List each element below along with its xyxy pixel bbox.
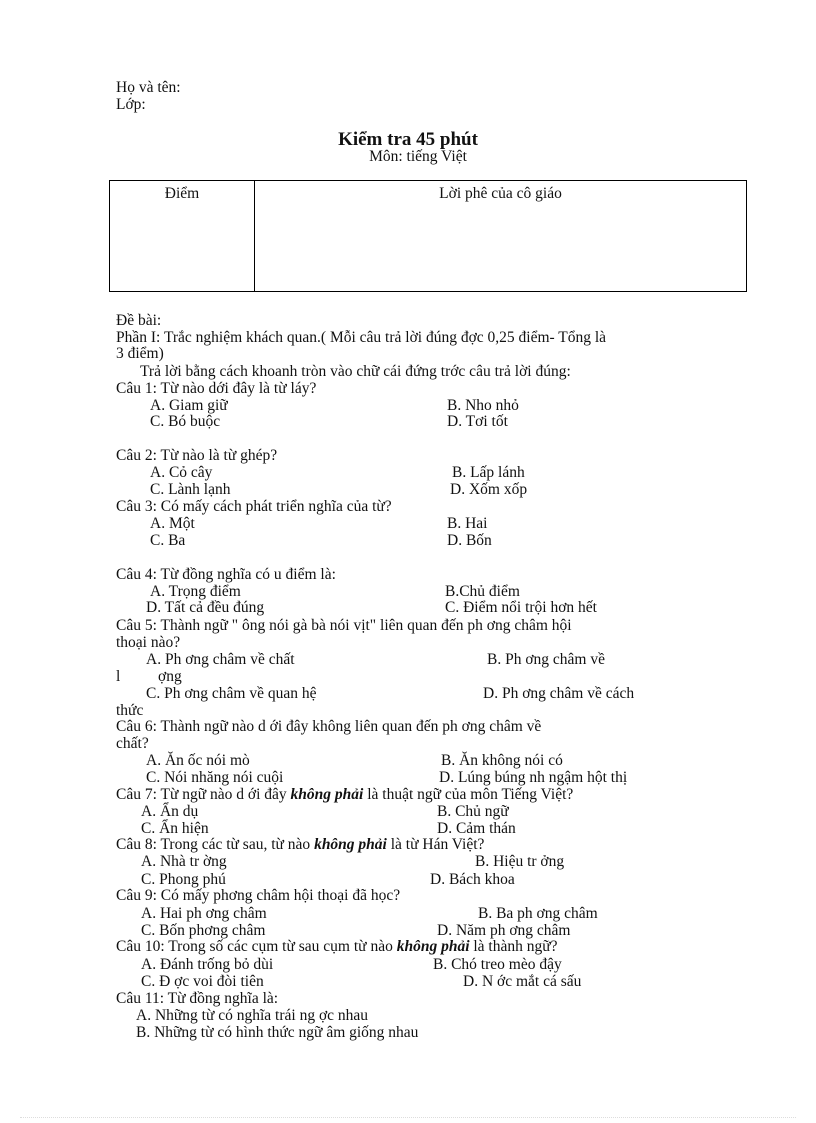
q6-option-c[interactable]: C. Nói nhăng nói cuội: [146, 769, 284, 786]
q2-option-a[interactable]: A. Cỏ cây: [150, 464, 213, 481]
question-6-cont: chất?: [116, 735, 149, 752]
q6-option-a[interactable]: A. Ăn ốc nói mò: [146, 752, 250, 769]
q10-emphasis: không phải: [396, 938, 470, 955]
q8-text-pre: Câu 8: Trong các từ sau, từ nào: [116, 836, 311, 853]
q10-text-post: là thành ngữ?: [473, 938, 558, 955]
page-title: Kiểm tra 45 phút: [338, 129, 478, 150]
q8-option-b[interactable]: B. Hiệu tr ởng: [475, 853, 565, 870]
q5-option-c[interactable]: C. Ph ơng châm về quan hệ: [146, 685, 317, 702]
q3-option-a[interactable]: A. Một: [150, 515, 195, 532]
q2-option-d[interactable]: D. Xốm xốp: [450, 481, 528, 498]
q11-option-b[interactable]: B. Những từ có hình thức ngữ âm giống nhau: [136, 1024, 419, 1041]
question-2: Câu 2: Từ nào là từ ghép?: [116, 447, 278, 464]
question-4: Câu 4: Từ đồng nghĩa có u điểm là:: [116, 566, 336, 583]
q1-option-b[interactable]: B. Nho nhỏ: [447, 397, 519, 414]
q4-option-b[interactable]: B.Chủ điểm: [445, 583, 520, 600]
teacher-comment-header: Lời phê của cô giáo: [439, 185, 562, 202]
question-1: Câu 1: Từ nào dới đây là từ láy?: [116, 380, 317, 397]
instruction: Trả lời bằng cách khoanh tròn vào chữ cái đứng trớc câu trả lời đúng:: [140, 363, 571, 380]
q6-option-b[interactable]: B. Ăn không nói có: [441, 752, 563, 769]
question-5-cont: thoại nào?: [116, 634, 181, 651]
question-10: [116, 938, 558, 955]
q4-option-d[interactable]: D. Tất cả đều đúng: [146, 599, 265, 616]
score-header: Điểm: [164, 185, 200, 202]
q5-option-d[interactable]: D. Ph ơng châm về cách: [483, 685, 635, 702]
q5-option-b[interactable]: B. Ph ơng châm về: [487, 651, 605, 668]
q10-option-d[interactable]: D. N ớc mắt cá sấu: [463, 973, 582, 990]
q3-option-b[interactable]: B. Hai: [447, 515, 488, 532]
q8-text-post: là từ Hán Việt?: [390, 836, 485, 853]
section-label: Đề bài:: [116, 312, 162, 329]
q9-option-b[interactable]: B. Ba ph ơng châm: [478, 905, 598, 922]
q8-option-d[interactable]: D. Bách khoa: [430, 871, 515, 888]
q4-option-c[interactable]: C. Điểm nổi trội hơn hết: [445, 599, 597, 616]
q5-option-a[interactable]: A. Ph ơng châm về chất: [146, 651, 295, 668]
q10-text-pre: Câu 10: Trong số các cụm từ sau cụm từ nào: [116, 938, 393, 955]
question-3: Câu 3: Có mấy cách phát triển nghĩa của từ?: [116, 498, 392, 515]
question-7: [116, 786, 573, 803]
part1-heading: Phần I: Trắc nghiệm khách quan.( Mỗi câu trả lời đúng đợc 0,25 điểm- Tổng là: [116, 329, 607, 346]
q7-option-b[interactable]: B. Chủ ngữ: [437, 803, 509, 820]
q3-option-c[interactable]: C. Ba: [150, 532, 186, 549]
q7-option-a[interactable]: A. Ẩn dụ: [141, 803, 199, 820]
question-11: Câu 11: Từ đồng nghĩa là:: [116, 990, 279, 1007]
q7-option-c[interactable]: C. Ẩn hiện: [141, 820, 209, 837]
q4-option-a[interactable]: A. Trọng điểm: [150, 583, 241, 600]
q9-option-a[interactable]: A. Hai ph ơng châm: [141, 905, 267, 922]
q2-option-b[interactable]: B. Lấp lánh: [452, 464, 525, 481]
q11-option-a[interactable]: A. Những từ có nghĩa trái ng ợc nhau: [136, 1007, 369, 1024]
q8-option-a[interactable]: A. Nhà tr ờng: [141, 853, 227, 870]
score-table: [109, 180, 747, 292]
q7-text-post: là thuật ngữ của môn Tiếng Việt?: [367, 786, 574, 803]
q8-option-c[interactable]: C. Phong phú: [141, 871, 226, 888]
q3-option-d[interactable]: D. Bốn: [447, 532, 492, 549]
page-bottom-divider: [20, 1117, 796, 1118]
q10-option-c[interactable]: C. Đ ợc voi đòi tiên: [141, 973, 264, 990]
student-name-label: Họ và tên:: [116, 79, 181, 96]
q1-option-c[interactable]: C. Bó buộc: [150, 413, 221, 430]
q10-option-a[interactable]: A. Đánh trống bỏ dùi: [141, 956, 274, 973]
question-9: Câu 9: Có mấy phơng châm hội thoại đã học?: [116, 887, 401, 904]
part1-heading-cont: 3 điểm): [116, 345, 164, 362]
q1-option-a[interactable]: A. Giam giữ: [150, 397, 228, 414]
q1-option-d[interactable]: D. Tơi tốt: [447, 413, 508, 430]
q5-option-b-cont-l: l: [116, 668, 121, 685]
q7-emphasis: không phải: [290, 786, 364, 803]
class-label: Lớp:: [116, 96, 146, 113]
q9-option-d[interactable]: D. Năm ph ơng châm: [437, 922, 571, 939]
subject-label: Môn: tiếng Việt: [369, 148, 467, 165]
q2-option-c[interactable]: C. Lành lạnh: [150, 481, 231, 498]
q8-emphasis: không phải: [314, 836, 387, 853]
q7-text-pre: Câu 7: Từ ngữ nào d ới đây: [116, 786, 287, 803]
question-8: [116, 836, 484, 853]
q6-option-d[interactable]: D. Lúng búng nh ngậm hột thị: [439, 769, 628, 786]
q7-option-d[interactable]: D. Cảm thán: [437, 820, 516, 837]
question-6: Câu 6: Thành ngữ nào d ới đây không liên quan đến ph ơng châm về: [116, 718, 542, 735]
q9-option-c[interactable]: C. Bốn phơng châm: [141, 922, 266, 939]
q5-option-b-cont: ợng: [158, 668, 182, 685]
q5-option-d-cont: thức: [116, 702, 144, 719]
question-5: Câu 5: Thành ngữ " ông nói gà bà nói vịt" liên quan đến ph ơng châm hội: [116, 617, 572, 634]
q10-option-b[interactable]: B. Chó treo mèo đậy: [433, 956, 562, 973]
